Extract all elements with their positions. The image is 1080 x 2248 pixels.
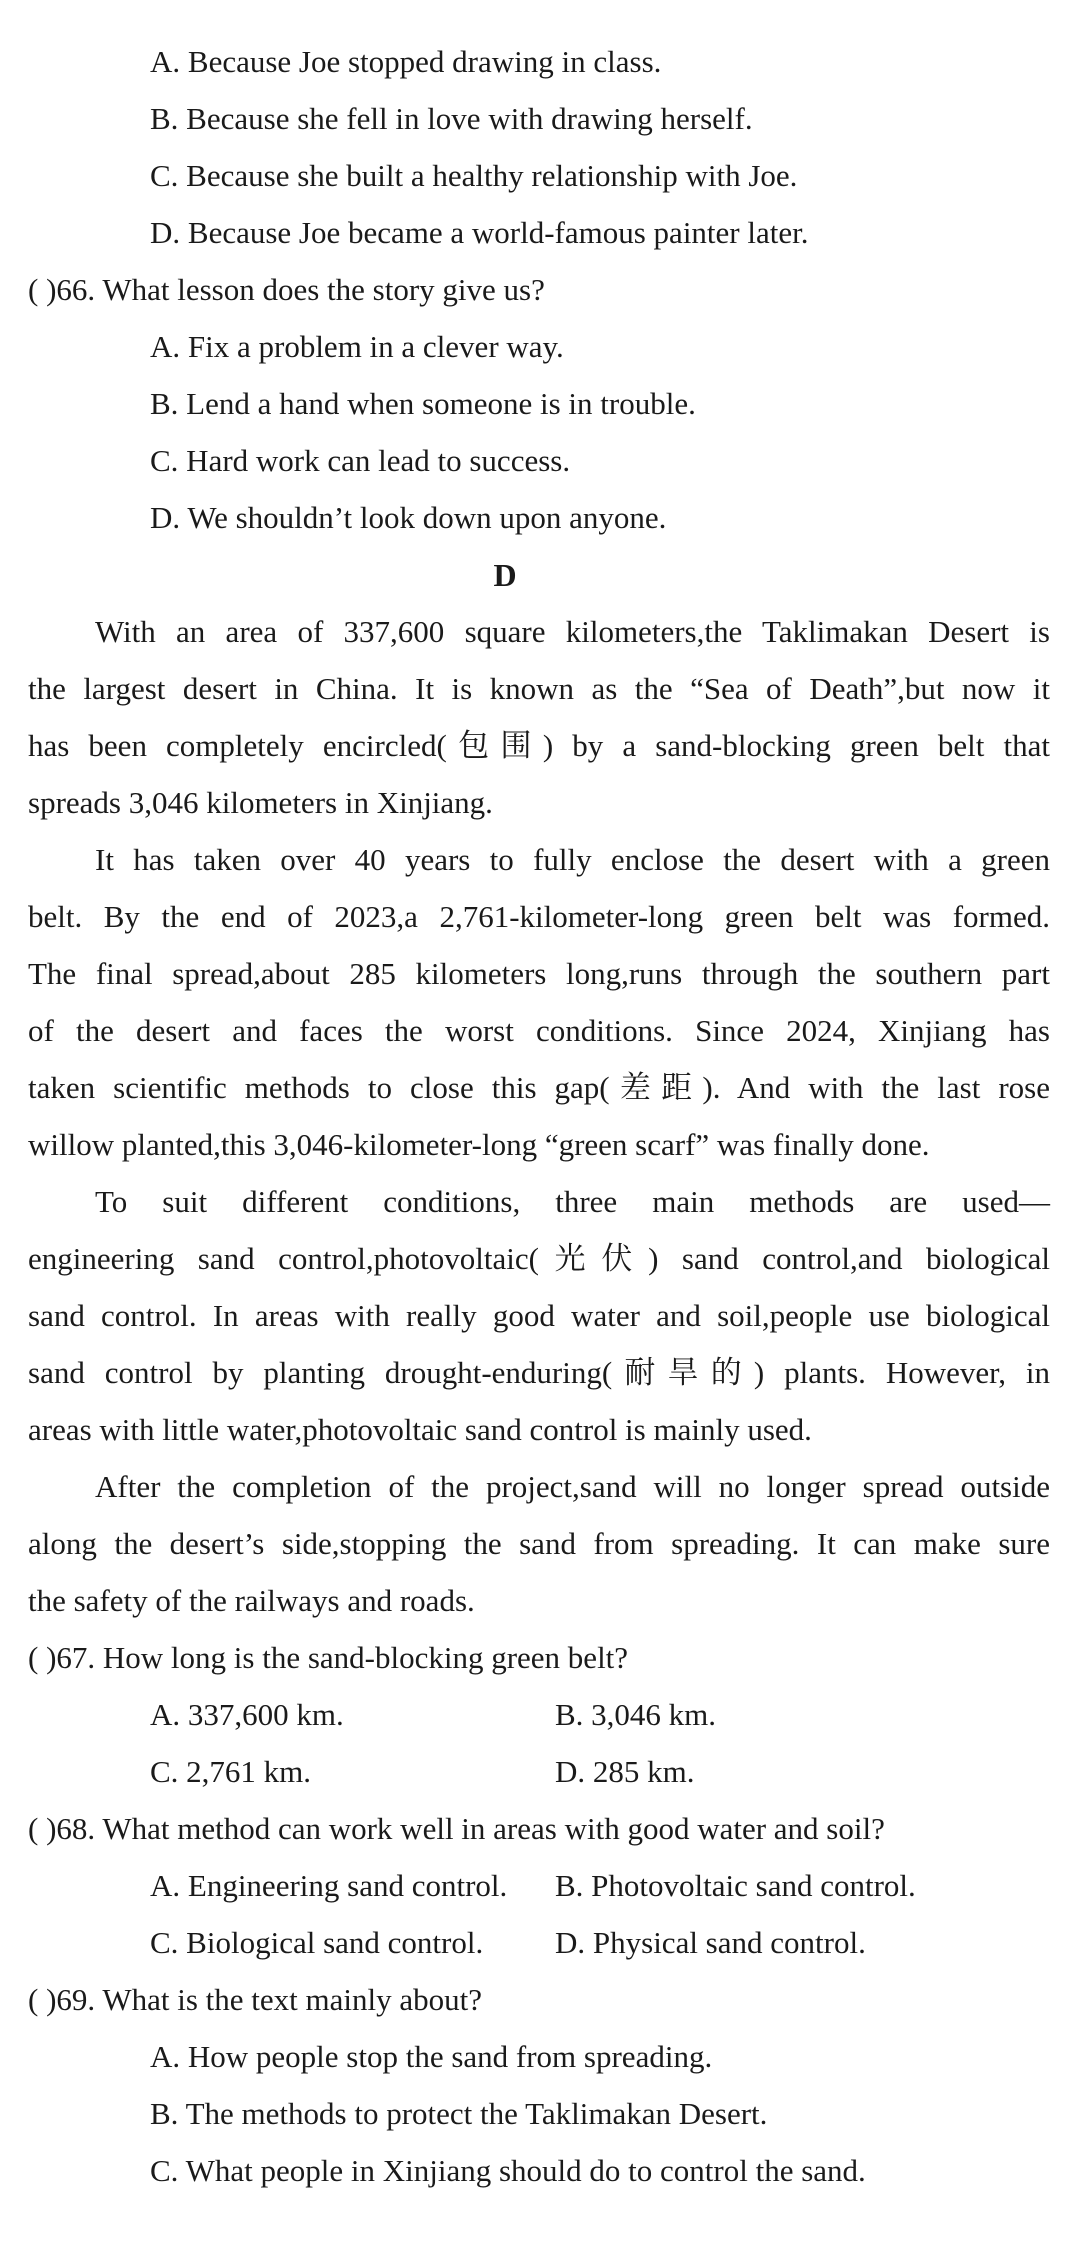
q69-option-c: C. What people in Xinjiang should do to control the sand.: [150, 2153, 866, 2188]
q67-question: ( )67. How long is the sand-blocking green belt?: [28, 1640, 629, 1675]
q66-option-b: B. Lend a hand when someone is in trouble.: [150, 386, 696, 421]
q69-option-a: A. How people stop the sand from spreading.: [150, 2039, 713, 2074]
passage-line: With an area of 337,600 square kilometers,the Taklimakan Desert is: [95, 614, 1050, 649]
q68-option-a: A. Engineering sand control.: [150, 1868, 508, 1903]
passage-line: sand control. In areas with really good water and soil,people use biological: [28, 1298, 1050, 1333]
passage-line: the safety of the railways and roads.: [28, 1583, 475, 1618]
q69-option-b: B. The methods to protect the Taklimakan Desert.: [150, 2096, 768, 2131]
section-heading: D: [493, 557, 517, 593]
q68-option-c: C. Biological sand control.: [150, 1925, 484, 1960]
passage-line: taken scientific methods to close this gap(差距). And with the last rose: [28, 1070, 1050, 1105]
passage-line: The final spread,about 285 kilometers long,runs through the southern part: [28, 956, 1050, 991]
q65-option-d: D. Because Joe became a world-famous painter later.: [150, 215, 809, 250]
passage-line: After the completion of the project,sand will no longer spread outside: [95, 1469, 1050, 1504]
q65-option-b: B. Because she fell in love with drawing herself.: [150, 101, 753, 136]
passage-line: engineering sand control,photovoltaic(光伏) sand control,and biological: [28, 1241, 1050, 1276]
q65-option-a: A. Because Joe stopped drawing in class.: [150, 44, 662, 79]
passage-line: the largest desert in China. It is known as the “Sea of Death”,but now it: [28, 671, 1050, 706]
passage-line: along the desert’s side,stopping the sand from spreading. It can make sure: [28, 1526, 1050, 1561]
q68-option-b: B. Photovoltaic sand control.: [555, 1868, 916, 1903]
passage-line: spreads 3,046 kilometers in Xinjiang.: [28, 785, 493, 820]
q67-option-d: D. 285 km.: [555, 1754, 695, 1789]
q66-question: ( )66. What lesson does the story give us?: [28, 272, 545, 307]
passage-line: has been completely encircled(包围) by a sand-blocking green belt that: [28, 728, 1050, 763]
passage-line: willow planted,this 3,046-kilometer-long “green scarf” was finally done.: [28, 1127, 930, 1162]
q68-option-d: D. Physical sand control.: [555, 1925, 866, 1960]
q69-question: ( )69. What is the text mainly about?: [28, 1982, 482, 2017]
passage-line: belt. By the end of 2023,a 2,761-kilometer-long green belt was formed.: [28, 899, 1050, 934]
passage-line: areas with little water,photovoltaic sand control is mainly used.: [28, 1412, 812, 1447]
q66-option-c: C. Hard work can lead to success.: [150, 443, 571, 478]
q67-option-c: C. 2,761 km.: [150, 1754, 312, 1789]
passage-line: sand control by planting drought-enduring(耐旱的) plants. However, in: [28, 1355, 1050, 1390]
q65-option-c: C. Because she built a healthy relationship with Joe.: [150, 158, 798, 193]
q67-option-a: A. 337,600 km.: [150, 1697, 344, 1732]
passage-line: of the desert and faces the worst conditions. Since 2024, Xinjiang has: [28, 1013, 1050, 1048]
q66-option-a: A. Fix a problem in a clever way.: [150, 329, 564, 364]
passage-line: To suit different conditions, three main methods are used—: [95, 1184, 1050, 1219]
passage-line: It has taken over 40 years to fully enclose the desert with a green: [95, 842, 1050, 877]
q66-option-d: D. We shouldn’t look down upon anyone.: [150, 500, 667, 535]
q67-option-b: B. 3,046 km.: [555, 1697, 717, 1732]
q68-question: ( )68. What method can work well in areas with good water and soil?: [28, 1811, 885, 1846]
